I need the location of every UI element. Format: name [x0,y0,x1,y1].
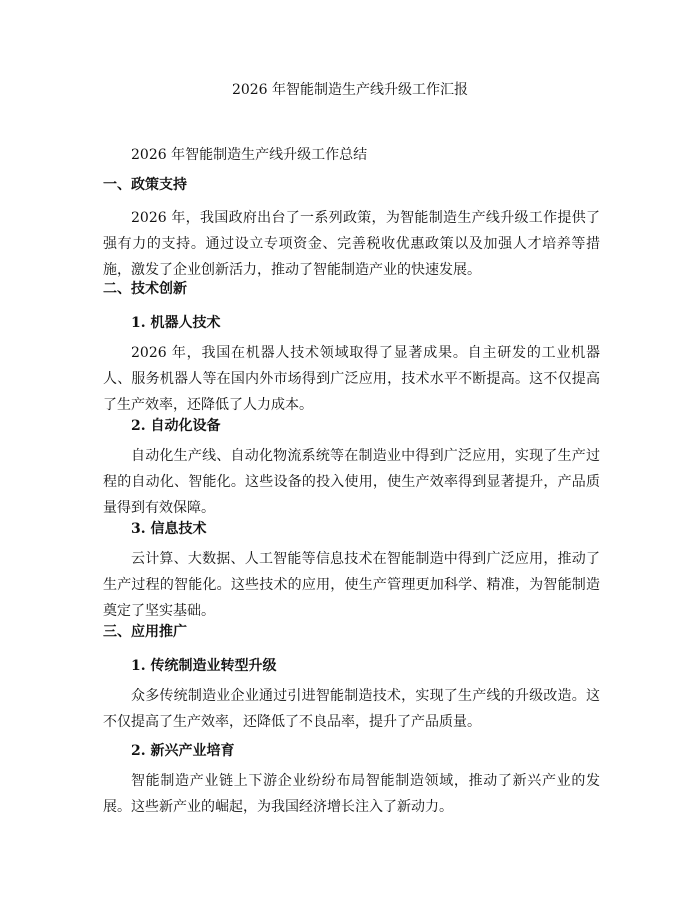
subsection-paragraph-emerging: 智能制造产业链上下游企业纷纷布局智能制造领域，推动了新兴产业的发展。这些新产业的崛起，为我国经济增长注入了新动力。 [103,773,600,815]
section-paragraph-policy: 2026 年，我国政府出台了一系列政策，为智能制造生产线升级工作提供了强有力的支持。通过设立专项资金、完善税收优惠政策以及加强人才培养等措施，激发了企业创新活力，推动了智能制造产业的快速发展。 [103,210,600,278]
document-title: 2026 年智能制造生产线升级工作汇报 [231,82,469,98]
section-heading-tech: 二、技术创新 [103,281,187,297]
subsection-heading-traditional: 1. 传统制造业转型升级 [131,658,277,674]
document-subtitle: 2026 年智能制造生产线升级工作总结 [131,147,368,163]
subsection-paragraph-it: 云计算、大数据、人工智能等信息技术在智能制造中得到广泛应用，推动了生产过程的智能化。这些技术的应用，使生产管理更加科学、精准，为智能制造奠定了坚实基础。 [103,551,600,619]
subsection-heading-robotics: 1. 机器人技术 [131,315,221,331]
subsection-paragraph-robotics: 2026 年，我国在机器人技术领域取得了显著成果。自主研发的工业机器人、服务机器人等在国内外市场得到广泛应用，技术水平不断提高。这不仅提高了生产效率，还降低了人力成本。 [103,345,600,413]
section-heading-policy: 一、政策支持 [103,177,187,193]
subsection-heading-automation: 2. 自动化设备 [131,418,221,434]
subsection-heading-emerging: 2. 新兴产业培育 [131,743,235,759]
subsection-heading-it: 3. 信息技术 [131,521,207,537]
subsection-paragraph-traditional: 众多传统制造业企业通过引进智能制造技术，实现了生产线的升级改造。这不仅提高了生产效率，还降低了不良品率，提升了产品质量。 [103,688,600,730]
section-heading-application: 三、应用推广 [103,624,187,640]
subsection-paragraph-automation: 自动化生产线、自动化物流系统等在制造业中得到广泛应用，实现了生产过程的自动化、智能化。这些设备的投入使用，使生产效率得到显著提升，产品质量得到有效保障。 [103,448,600,516]
